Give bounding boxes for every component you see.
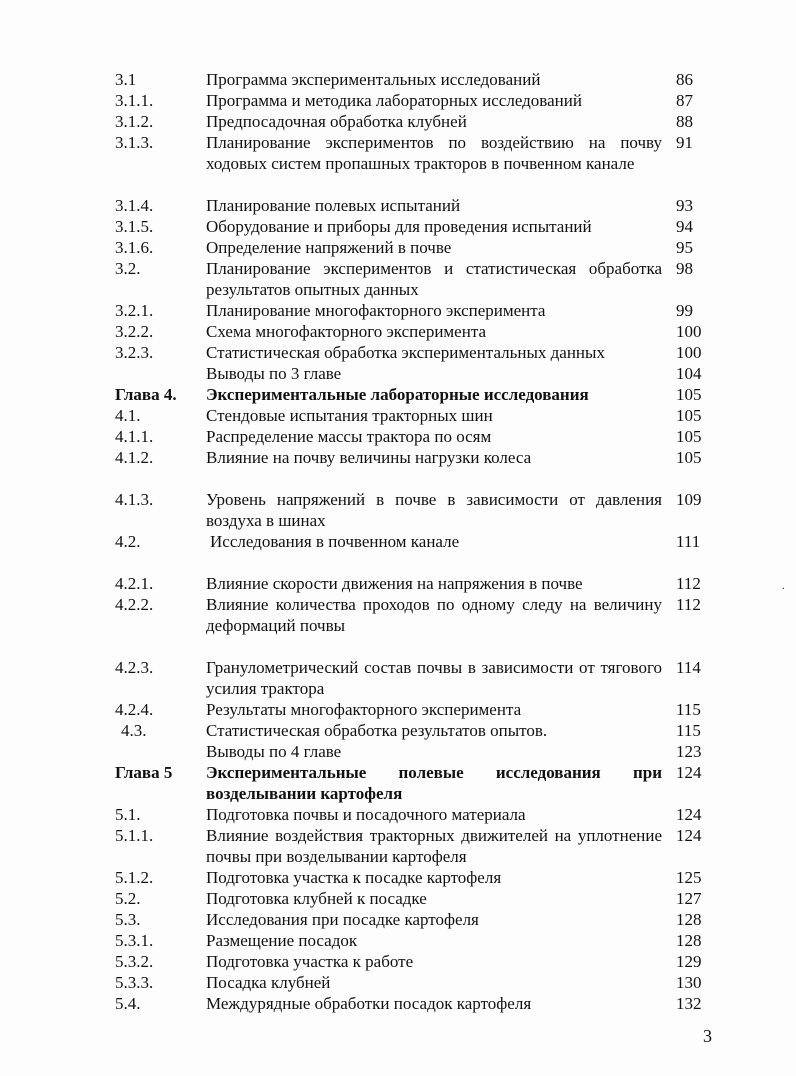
toc-title: Гранулометрический состав почвы в зависимости от тягового усилия трактора xyxy=(206,658,662,698)
toc-page: 95 xyxy=(676,238,693,257)
toc-number: 3.1.2. xyxy=(115,112,154,131)
toc-number: 3.2.1. xyxy=(115,301,154,320)
toc-page: 87 xyxy=(676,91,693,110)
toc-page: 112 xyxy=(676,574,701,593)
toc-number: Глава 5 xyxy=(115,763,173,782)
toc-title: Размещение посадок xyxy=(206,931,358,950)
toc-title: Планирование экспериментов по воздействию на почву ходовых систем пропашных тракторов в почвенном канале xyxy=(206,133,662,173)
toc-page: 128 xyxy=(676,910,702,929)
toc-number: 5.1.1. xyxy=(115,826,154,845)
toc-title: Определение напряжений в почве xyxy=(206,238,452,257)
toc-title: Выводы по 3 главе xyxy=(206,364,342,383)
toc-page: 128 xyxy=(676,931,702,950)
toc-number: 3.2. xyxy=(115,259,141,278)
toc-title: Распределение массы трактора по осям xyxy=(206,427,492,446)
toc-number: 3.2.3. xyxy=(115,343,154,362)
toc-page: 114 xyxy=(676,658,701,677)
toc-number: 3.1 xyxy=(115,70,137,89)
page-number: 3 xyxy=(703,1026,712,1046)
toc-number: 5.3.3. xyxy=(115,973,154,992)
toc-page: 93 xyxy=(676,196,693,215)
toc-title: Программа и методика лабораторных исследований xyxy=(206,91,582,110)
toc-title: Междурядные обработки посадок картофеля xyxy=(206,994,532,1013)
toc-page: 112 xyxy=(676,595,701,614)
toc-title: Планирование многофакторного эксперимента xyxy=(206,301,546,320)
toc-number: 5.2. xyxy=(115,889,141,908)
toc-page: 105 xyxy=(676,385,702,404)
toc-number: 3.1.3. xyxy=(115,133,154,152)
toc-title: Программа экспериментальных исследований xyxy=(206,70,541,89)
toc-page: 109 xyxy=(676,490,702,509)
toc-number: 3.2.2. xyxy=(115,322,154,341)
toc-page: 86 xyxy=(676,70,693,89)
toc-number: 4.1.2. xyxy=(115,448,154,467)
toc-number: 4.1. xyxy=(115,406,141,425)
toc-page: 115 xyxy=(676,700,701,719)
toc-number: 4.1.3. xyxy=(115,490,154,509)
toc-page: 105 xyxy=(676,406,702,425)
toc-title: Влияние воздействия тракторных движителей на уплотнение почвы при возделывании картофеля xyxy=(206,826,662,866)
toc-page: 127 xyxy=(676,889,702,908)
toc-title: Предпосадочная обработка клубней xyxy=(206,112,467,131)
toc-page: 105 xyxy=(676,448,702,467)
toc-page: 104 xyxy=(676,364,702,383)
toc-title: Статистическая обработка экспериментальных данных xyxy=(206,343,605,362)
toc-page: 130 xyxy=(676,973,702,992)
toc-page: 105 xyxy=(676,427,702,446)
toc-title: Выводы по 4 главе xyxy=(206,742,342,761)
toc-title: Результаты многофакторного эксперимента xyxy=(206,700,522,719)
toc-number: 4.3. xyxy=(121,721,147,740)
toc-page: 91 xyxy=(676,133,693,152)
toc-title: Экспериментальные лабораторные исследования xyxy=(206,385,589,404)
toc-page: 98 xyxy=(676,259,693,278)
toc-page: 124 xyxy=(676,763,702,782)
toc-title: Исследования в почвенном канале xyxy=(210,532,460,551)
toc-number: 4.2.3. xyxy=(115,658,154,677)
toc-number: 4.2.1. xyxy=(115,574,154,593)
toc-number: Глава 4. xyxy=(115,385,177,404)
toc-page: 100 xyxy=(676,343,702,362)
toc-title: Исследования при посадке картофеля xyxy=(206,910,479,929)
toc-number: 5.1.2. xyxy=(115,868,154,887)
toc-page: 129 xyxy=(676,952,702,971)
toc-number: 3.1.5. xyxy=(115,217,154,236)
toc-number: 5.1. xyxy=(115,805,141,824)
toc-number: 5.3. xyxy=(115,910,141,929)
toc-page: 115 xyxy=(676,721,701,740)
toc-page: 94 xyxy=(676,217,693,236)
toc-title: Подготовка клубней к посадке xyxy=(206,889,427,908)
toc-number: 5.3.1. xyxy=(115,931,154,950)
toc-number: 5.4. xyxy=(115,994,141,1013)
toc-page: 88 xyxy=(676,112,693,131)
toc-page: 132 xyxy=(676,994,702,1013)
toc-title: Стендовые испытания тракторных шин xyxy=(206,406,493,425)
toc-number: 3.1.1. xyxy=(115,91,154,110)
toc-title: Влияние количества проходов по одному следу на величину деформаций почвы xyxy=(206,595,662,635)
toc-title: Схема многофакторного эксперимента xyxy=(206,322,487,341)
toc-number: 5.3.2. xyxy=(115,952,154,971)
toc-number: 4.2.2. xyxy=(115,595,154,614)
toc-page: 125 xyxy=(676,868,702,887)
toc-title: Влияние скорости движения на напряжения в почве xyxy=(206,574,583,593)
toc-page: 124 xyxy=(676,826,702,845)
toc-page: 123 xyxy=(676,742,702,761)
toc-title: Подготовка почвы и посадочного материала xyxy=(206,805,526,824)
toc-title: Статистическая обработка результатов опытов. xyxy=(206,721,548,740)
toc-number: 4.2.4. xyxy=(115,700,154,719)
toc-title: Уровень напряжений в почве в зависимости от давления воздуха в шинах xyxy=(206,490,662,530)
toc-title: Планирование полевых испытаний xyxy=(206,196,461,215)
toc-title: Подготовка участка к работе xyxy=(206,952,414,971)
toc-title: Оборудование и приборы для проведения испытаний xyxy=(206,217,592,236)
toc-number: 4.2. xyxy=(115,532,141,551)
toc-title: Планирование экспериментов и статистическая обработка результатов опытных данных xyxy=(206,259,662,299)
toc-title: Посадка клубней xyxy=(206,973,331,992)
toc-number: 3.1.4. xyxy=(115,196,154,215)
toc-page: 124 xyxy=(676,805,702,824)
toc-title: Влияние на почву величины нагрузки колеса xyxy=(206,448,532,467)
toc-number: 3.1.6. xyxy=(115,238,154,257)
toc-page: 99 xyxy=(676,301,693,320)
toc-title: Подготовка участка к посадке картофеля xyxy=(206,868,502,887)
scan-dot-mark: . xyxy=(782,581,785,592)
toc-title: Экспериментальные полевые исследования при возделывании картофеля xyxy=(206,763,662,803)
toc-page: 100 xyxy=(676,322,702,341)
toc-page: 111 xyxy=(676,532,701,551)
toc-number: 4.1.1. xyxy=(115,427,154,446)
